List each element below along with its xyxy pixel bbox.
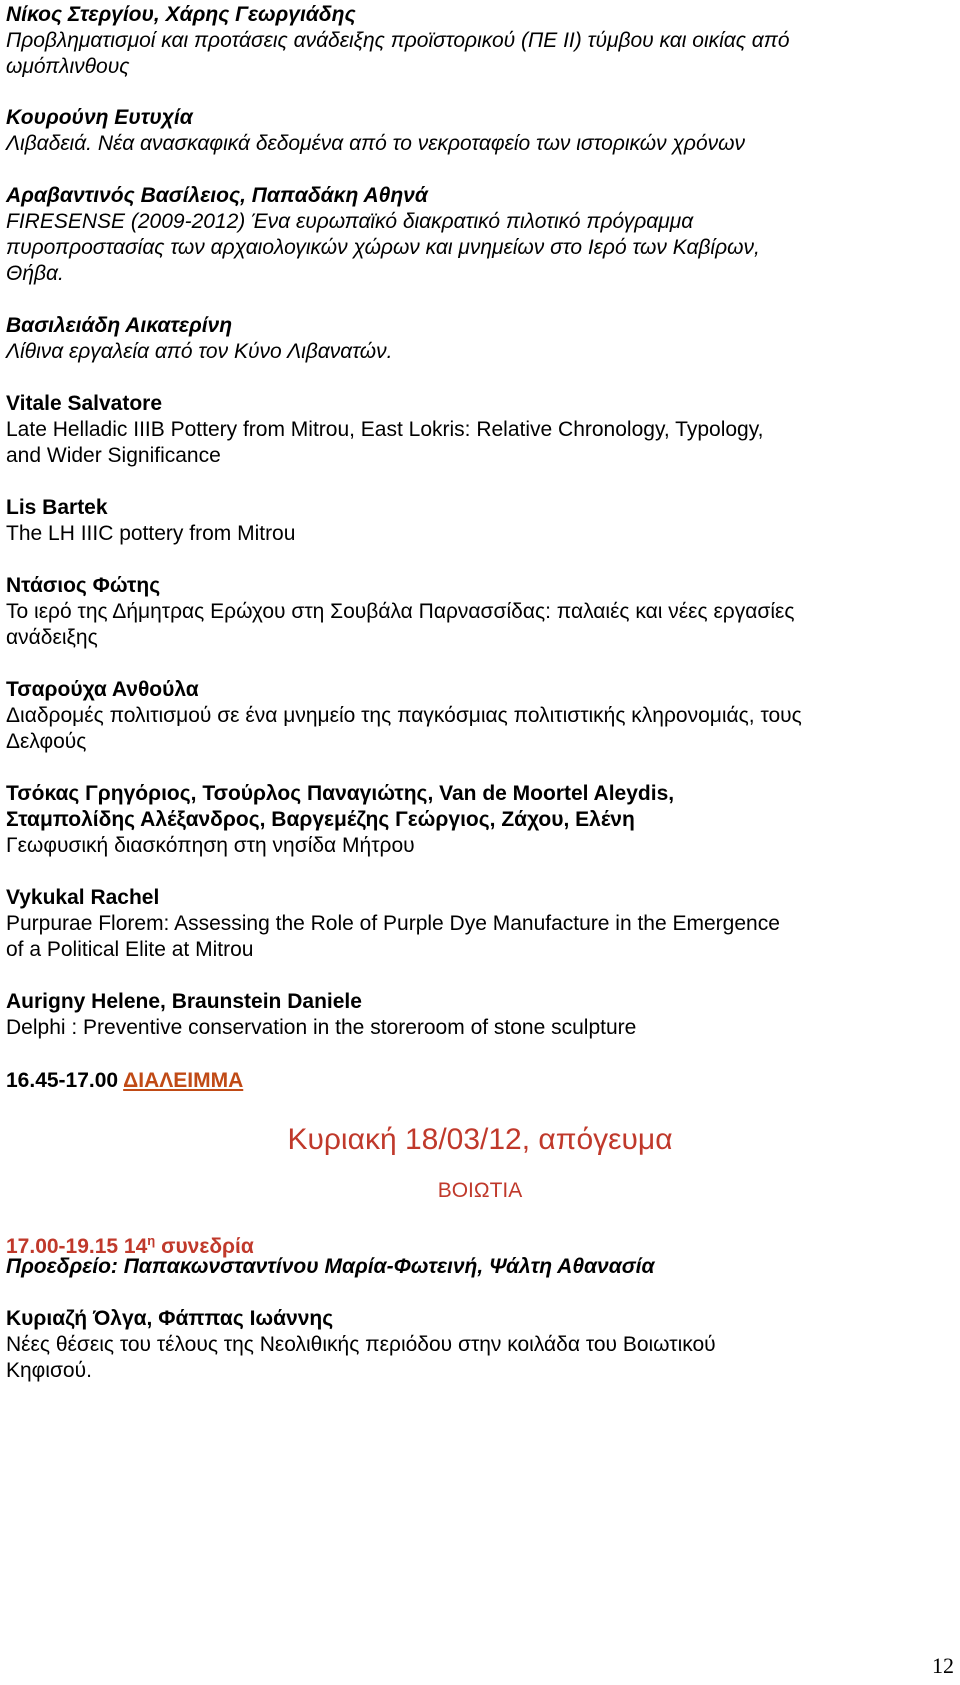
- entry-title: Late Helladic IIIB Pottery from Mitrou, East Lokris: Relative Chronology, Typology,: [6, 418, 764, 441]
- entry-authors: Βασιλειάδη Αικατερίνη: [6, 314, 233, 337]
- entry-title: Δελφούς: [6, 730, 87, 753]
- entry-authors: Ντάσιος Φώτης: [6, 574, 161, 597]
- break-line: [6, 1068, 243, 1094]
- entry-title: of a Political Elite at Mitrou: [6, 938, 254, 961]
- region-heading: ΒΟΙΩΤΙΑ: [437, 1179, 523, 1202]
- entry-title: Purpurae Florem: Assessing the Role of Purple Dye Manufacture in the Emergence: [6, 912, 780, 935]
- break-time: 16.45-17.00: [6, 1069, 124, 1092]
- break-label: ΔΙΑΛΕΙΜΜΑ: [123, 1069, 244, 1092]
- entry-authors: Σταμπολίδης Αλέξανδρος, Βαργεμέζης Γεώργιος, Ζάχου, Ελένη: [6, 808, 635, 831]
- entry-authors: Lis Bartek: [6, 496, 108, 519]
- entry-authors: Κουρούνη Ευτυχία: [6, 106, 193, 129]
- entry-title: and Wider Significance: [6, 444, 221, 467]
- entry-title: Κηφισού.: [6, 1359, 92, 1382]
- session-label: συνεδρία: [155, 1235, 254, 1258]
- entry-title: Προβληματισμοί και προτάσεις ανάδειξης προϊστορικού (ΠΕ ΙΙ) τύμβου και οικίας από: [6, 29, 790, 52]
- entry-authors: Aurigny Helene, Braunstein Daniele: [6, 990, 362, 1013]
- entry-title: πυροπροστασίας των αρχαιολογικών χώρων και μνημείων στο Ιερό των Καβίρων,: [6, 236, 760, 259]
- session-time: 17.00-19.15 14: [6, 1235, 148, 1258]
- entry-title: ωμόπλινθους: [6, 55, 130, 78]
- entry-title: Διαδρομές πολιτισμού σε ένα μνημείο της παγκόσμιας πολιτιστικής κληρονομιάς, τους: [6, 704, 802, 727]
- day-heading: Κυριακή 18/03/12, απόγευμα: [287, 1123, 673, 1156]
- entry-authors: Κυριαζή Όλγα, Φάππας Ιωάννης: [6, 1307, 334, 1330]
- entry-title: Γεωφυσική διασκόπηση στη νησίδα Μήτρου: [6, 834, 415, 857]
- entry-title: The LH IIIC pottery from Mitrou: [6, 522, 296, 545]
- entry-title: FIRESENSE (2009-2012) Ένα ευρωπαϊκό διακρατικό πιλοτικό πρόγραμμα: [6, 210, 694, 233]
- entry-title: Θήβα.: [6, 262, 64, 285]
- entry-authors: Νίκος Στεργίου, Χάρης Γεωργιάδης: [6, 3, 356, 26]
- entry-title: Λίθινα εργαλεία από τον Κύνο Λιβανατών.: [6, 340, 393, 363]
- entry-title: Λιβαδειά. Νέα ανασκαφικά δεδομένα από το νεκροταφείο των ιστορικών χρόνων: [6, 132, 745, 155]
- entry-title: Delphi : Preventive conservation in the storeroom of stone sculpture: [6, 1016, 637, 1039]
- entry-authors: Αραβαντινός Βασίλειος, Παπαδάκη Αθηνά: [6, 184, 428, 207]
- entry-title: ανάδειξης: [6, 626, 98, 649]
- entry-authors: Τσόκας Γρηγόριος, Τσούρλος Παναγιώτης, Van de Moortel Aleydis,: [6, 782, 675, 805]
- entry-authors: Τσαρούχα Ανθούλα: [6, 678, 199, 701]
- page-number: 12: [932, 1653, 954, 1678]
- entry-authors: Vitale Salvatore: [6, 392, 163, 415]
- session-sup: η: [147, 1233, 156, 1248]
- entry-title: Το ιερό της Δήμητρας Ερώχου στη Σουβάλα Παρνασσίδας: παλαιές και νέες εργασίες: [6, 600, 795, 623]
- entry-authors: Vykukal Rachel: [6, 886, 160, 909]
- entry-title: Νέες θέσεις του τέλους της Νεολιθικής περιόδου στην κοιλάδα του Βοιωτικού: [6, 1333, 716, 1356]
- session-chairs: Προεδρείο: Παπακωνσταντίνου Μαρία-Φωτεινή, Ψάλτη Αθανασία: [6, 1255, 655, 1278]
